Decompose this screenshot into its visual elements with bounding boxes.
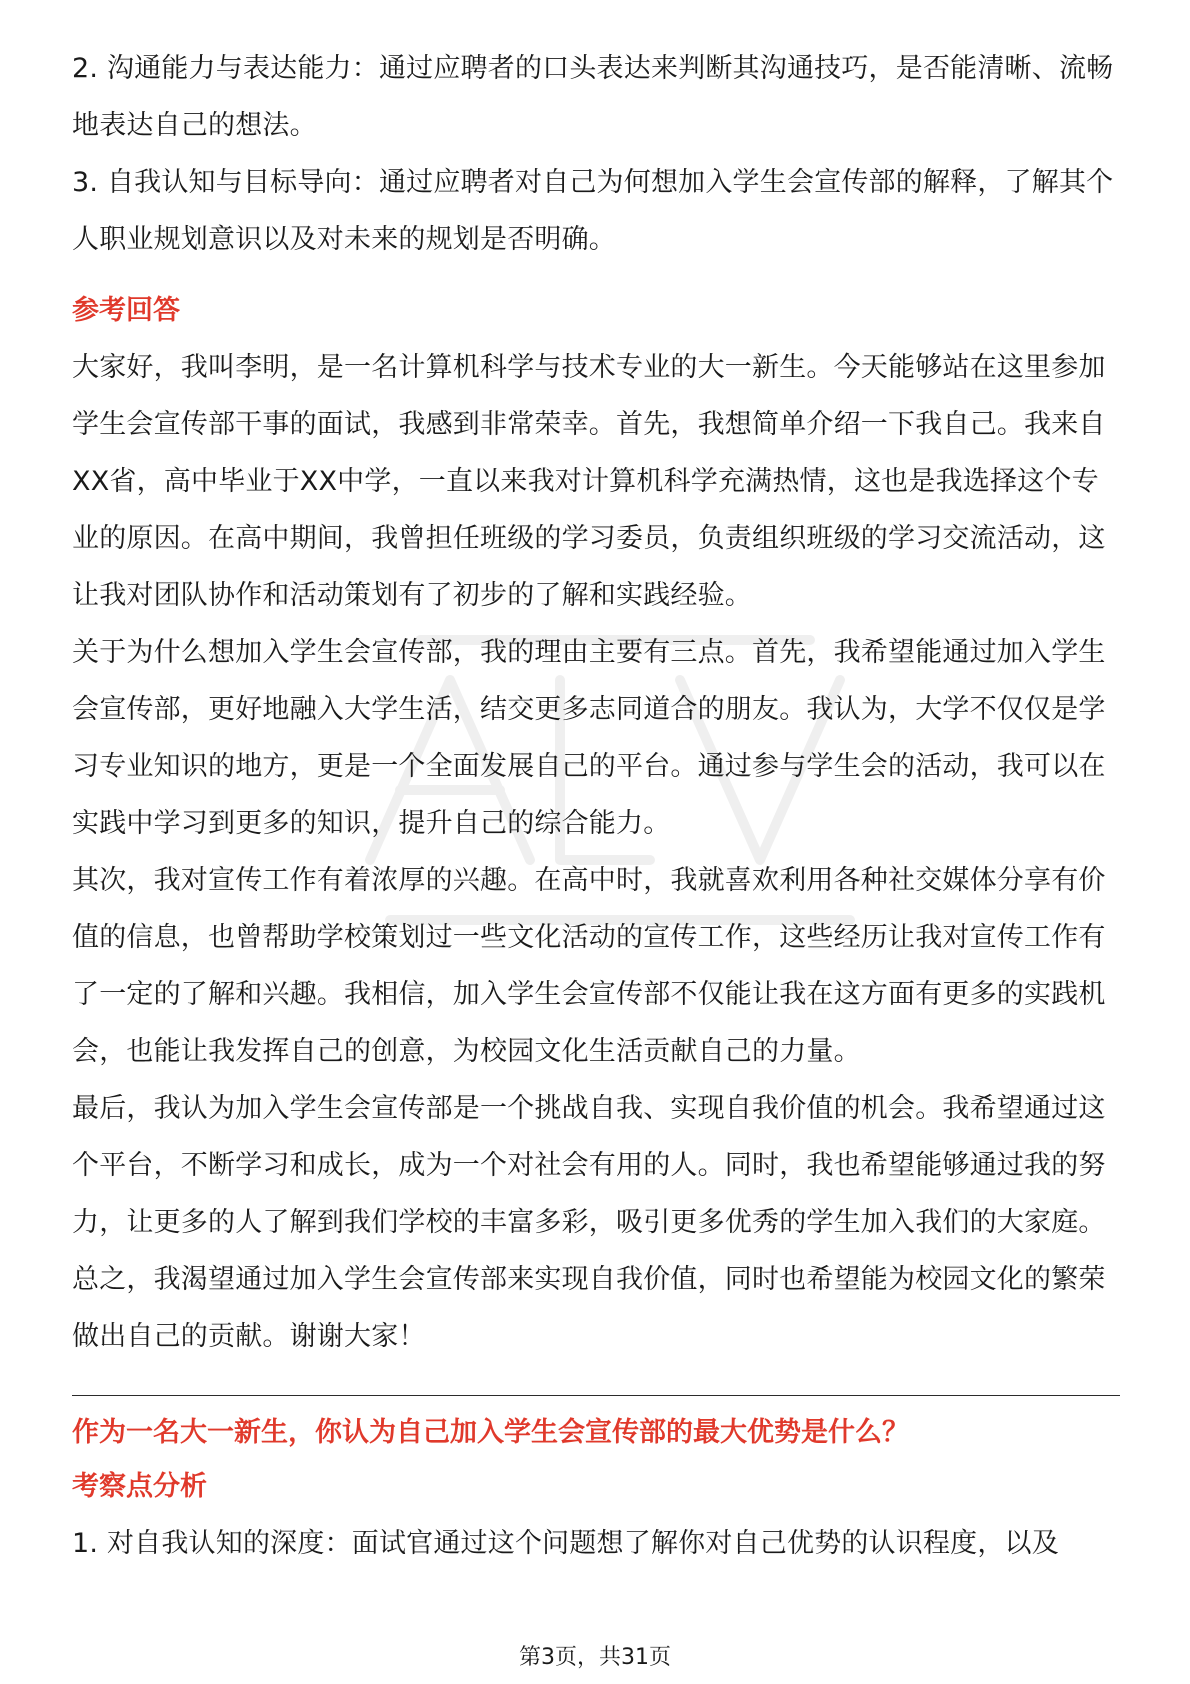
document-page [72, 40, 1120, 1572]
page-footer: 第3页，共31页 [519, 1645, 671, 1670]
answer-paragraph-challenge: 最后，我认为加入学生会宣传部是一个挑战自我、实现自我价值的机会。我希望通过这个平台，不断学习和成长，成为一个对社会有用的人。同时，我也希望能够通过我的努力，让更多的人了解到我们学校的丰富多彩，吸引更多优秀的学生加入我们的大家庭。 [72, 1093, 1106, 1238]
analysis-heading: 考察点分析 [72, 1471, 207, 1502]
reference-answer-heading: 参考回答 [72, 295, 180, 326]
analysis-point-2: 2. 沟通能力与表达能力：通过应聘者的口头表达来判断其沟通技巧，是否能清晰、流畅地表达自己的想法。 [72, 53, 1114, 141]
answer-paragraph-interest: 其次，我对宣传工作有着浓厚的兴趣。在高中时，我就喜欢利用各种社交媒体分享有价值的信息，也曾帮助学校策划过一些文化活动的宣传工作，这些经历让我对宣传工作有了一定的了解和兴趣。我相信，加入学生会宣传部不仅能让我在这方面有更多的实践机会，也能让我发挥自己的创意，为校园文化生活贡献自己的力量。 [72, 865, 1106, 1067]
next-question-title: 作为一名大一新生，你认为自己加入学生会宣传部的最大优势是什么？ [72, 1417, 909, 1448]
answer-paragraph-reasons: 关于为什么想加入学生会宣传部，我的理由主要有三点。首先，我希望能通过加入学生会宣传部，更好地融入大学生活，结交更多志同道合的朋友。我认为，大学不仅仅是学习专业知识的地方，更是一个全面发展自己的平台。通过参与学生会的活动，我可以在实践中学习到更多的知识，提升自己的综合能力。 [72, 637, 1106, 839]
next-analysis-point-1: 1. 对自我认知的深度：面试官通过这个问题想了解你对自己优势的认识程度，以及 [72, 1528, 1059, 1559]
answer-paragraph-intro: 大家好，我叫李明，是一名计算机科学与技术专业的大一新生。今天能够站在这里参加学生会宣传部干事的面试，我感到非常荣幸。首先，我想简单介绍一下我自己。我来自XX省，高中毕业于XX中学，一直以来我对计算机科学充满热情，这也是我选择这个专业的原因。在高中期间，我曾担任班级的学习委员，负责组织班级的学习交流活动，这让我对团队协作和活动策划有了初步的了解和实践经验。 [72, 352, 1106, 611]
analysis-point-3: 3. 自我认知与目标导向：通过应聘者对自己为何想加入学生会宣传部的解释，了解其个人职业规划意识以及对未来的规划是否明确。 [72, 167, 1114, 255]
section-divider [72, 1395, 1120, 1396]
answer-paragraph-conclusion: 总之，我渴望通过加入学生会宣传部来实现自我价值，同时也希望能为校园文化的繁荣做出自己的贡献。谢谢大家！ [72, 1264, 1106, 1352]
